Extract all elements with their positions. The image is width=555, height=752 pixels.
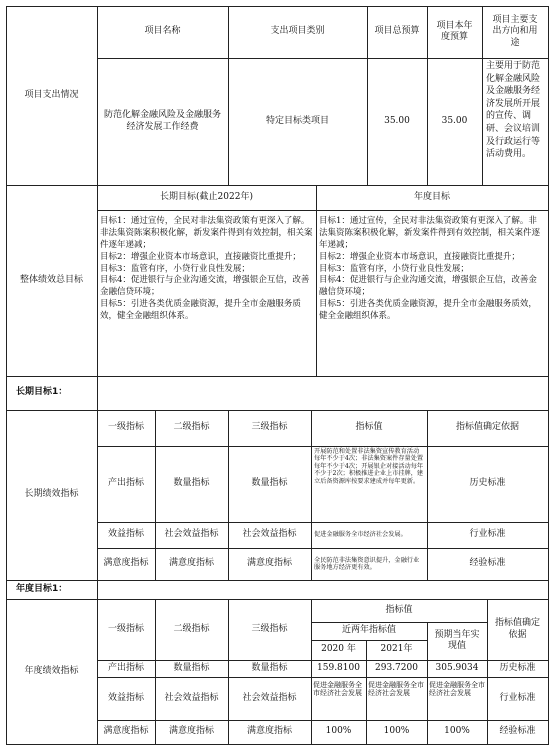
at-header-level2: 二级指标 — [173, 623, 210, 634]
table-row-cell: 社会效益指标 — [164, 529, 219, 540]
table-row-cell: 经验标准 — [499, 726, 536, 737]
table-row-cell: 满意度指标 — [168, 726, 214, 737]
table-row-cell: 100% — [444, 726, 470, 737]
table-row-cell: 开展防范和处置非法集资宣传教育活动每年不少于4次；非法集资案件存量处置每年不少于4次；开展银企对接活动每年不少于2次；积极推进企业上市挂牌，建立后备资源库按要求建成并每年更新。 — [314, 448, 424, 485]
table-row-cell: 293.7200 — [375, 662, 418, 673]
annual-goal-item: 目标1：通过宣传，全民对非法集资政策有更深入了解。非法集资陈案积极化解，新发案件得到有效控制，相关案件逐年递减； — [319, 216, 541, 250]
annual-goal-list — [316, 216, 548, 323]
long-term-goal-item: 目标4：促进银行与企业沟通交流，增强银企互信，改善金融信贷环境； — [100, 275, 310, 298]
table-row-cell: 行业标准 — [469, 529, 506, 540]
table-row-cell: 效益指标 — [107, 529, 144, 540]
table-row-cell: 100% — [325, 726, 352, 737]
long-term-goal-list — [97, 216, 316, 323]
table-row-cell: 全民防范非法集资意识提升，金融行业服务地方经济更有效。 — [314, 556, 420, 571]
long-term-target-label: 长期目标1： — [16, 387, 68, 398]
at-header-expected: 预期当年实现值 — [434, 629, 480, 651]
lt-header-basis: 指标值确定依据 — [455, 422, 519, 433]
table-row-cell: 社会效益指标 — [242, 692, 297, 703]
header-total-budget: 项目总预算 — [374, 26, 420, 37]
at-header-recent-two-years: 近两年指标值 — [341, 625, 396, 636]
expense-category-value: 特定目标类项目 — [265, 115, 329, 126]
long-term-goal-item: 目标2：增强企业资本市场意识，直接融资比重提升； — [100, 251, 301, 262]
annual-goal-item: 目标3：监管有序，小贷行业良性发展； — [319, 263, 469, 274]
annual-goal-item: 目标2：增强企业资本市场意识，直接融资比重提升； — [319, 251, 520, 262]
at-header-level3: 三级指标 — [251, 623, 288, 634]
table-row-cell: 159.8100 — [317, 662, 360, 673]
table-row-cell: 经验标准 — [469, 558, 506, 569]
annual-goal-item: 目标5：引进各类优质金融资源，提升全市金融服务质效，健全金融组织体系。 — [319, 299, 537, 322]
total-budget-value: 35.00 — [384, 115, 410, 126]
lt-header-value: 指标值 — [355, 422, 383, 433]
year-budget-value: 35.00 — [441, 115, 468, 126]
long-term-goal-item: 目标5：引进各类优质金融资源，提升全市金融服务质效，健全金融组织体系。 — [100, 299, 301, 322]
header-year-budget: 项目本年度预算 — [436, 20, 473, 42]
table-row-cell: 数量指标 — [251, 662, 288, 673]
table-row-cell: 数量指标 — [173, 662, 210, 673]
table-row-cell: 数量指标 — [251, 478, 288, 489]
table-row-cell: 100% — [383, 726, 410, 737]
table-row-cell: 数量指标 — [173, 478, 210, 489]
lt-header-level2: 二级指标 — [173, 422, 210, 433]
header-purpose: 项目主要支出方向和用途 — [492, 15, 538, 48]
at-header-value: 指标值 — [385, 604, 413, 615]
table-row-cell: 产出指标 — [107, 478, 144, 489]
annual-indicators-label: 年度绩效指标 — [24, 666, 79, 677]
table-row-cell: 促进金融服务全市经济社会发展 — [429, 681, 485, 698]
lt-header-level3: 三级指标 — [251, 422, 288, 433]
table-row-cell: 满意度指标 — [168, 558, 214, 569]
lt-header-level1: 一级指标 — [107, 422, 144, 433]
table-row-cell: 社会效益指标 — [164, 692, 219, 703]
overall-goals-label: 整体绩效总目标 — [19, 274, 83, 285]
table-row-cell: 促进金融服务全市经济社会发展 — [313, 681, 362, 698]
long-term-goal-item: 目标1：通过宣传，全民对非法集资政策有更深入了解。非法集资陈案积极化解，新发案件得到有效控制，相关案件逐年递减； — [100, 216, 313, 250]
annual-goal-header: 年度目标 — [413, 191, 450, 202]
purpose-value: 主要用于防范化解金融风险及金融服务经济发展所开展的宣传、调研、会议培训及行政运行等活动费用。 — [486, 61, 541, 160]
annual-goal-item: 目标4：促进银行与企业沟通交流，增强银企互信，改善金融信贷环境； — [319, 275, 537, 298]
table-row-cell: 满意度指标 — [103, 726, 149, 737]
long-term-goal-header: 长期目标(截止2022年) — [160, 191, 253, 202]
table-row-cell: 促进金融服务全市经济社会发展 — [368, 681, 424, 698]
header-project-name: 项目名称 — [144, 26, 181, 37]
table-row-cell: 历史标准 — [469, 478, 506, 489]
table-row-cell: 历史标准 — [499, 662, 536, 673]
table-row-cell: 产出指标 — [107, 662, 144, 673]
long-term-goal-item: 目标3：监管有序，小贷行业良性发展； — [100, 263, 250, 274]
header-expense-category: 支出项目类别 — [270, 26, 325, 37]
at-header-basis: 指标值确定依据 — [494, 618, 540, 640]
table-row-cell: 305.9034 — [435, 662, 479, 673]
long-term-indicators-label: 长期绩效指标 — [24, 489, 79, 500]
project-name-value: 防范化解金融风险及金融服务经济发展工作经费 — [103, 110, 221, 132]
table-row-cell: 满意度指标 — [246, 726, 292, 737]
table-row-cell: 效益指标 — [107, 692, 144, 703]
annual-target-label: 年度目标1： — [16, 583, 68, 594]
table-row-cell: 社会效益指标 — [242, 529, 297, 540]
at-header-2021: 2021年 — [380, 644, 413, 655]
table-row-cell: 满意度指标 — [103, 558, 149, 569]
table-row-cell: 满意度指标 — [246, 558, 292, 569]
project-expense-label: 项目支出情况 — [24, 89, 79, 100]
at-header-level1: 一级指标 — [107, 623, 144, 634]
table-row-cell: 行业标准 — [499, 692, 536, 703]
at-header-2020: 2020 年 — [321, 644, 356, 655]
table-row-cell: 促进金融服务全市经济社会发展。 — [314, 531, 407, 539]
